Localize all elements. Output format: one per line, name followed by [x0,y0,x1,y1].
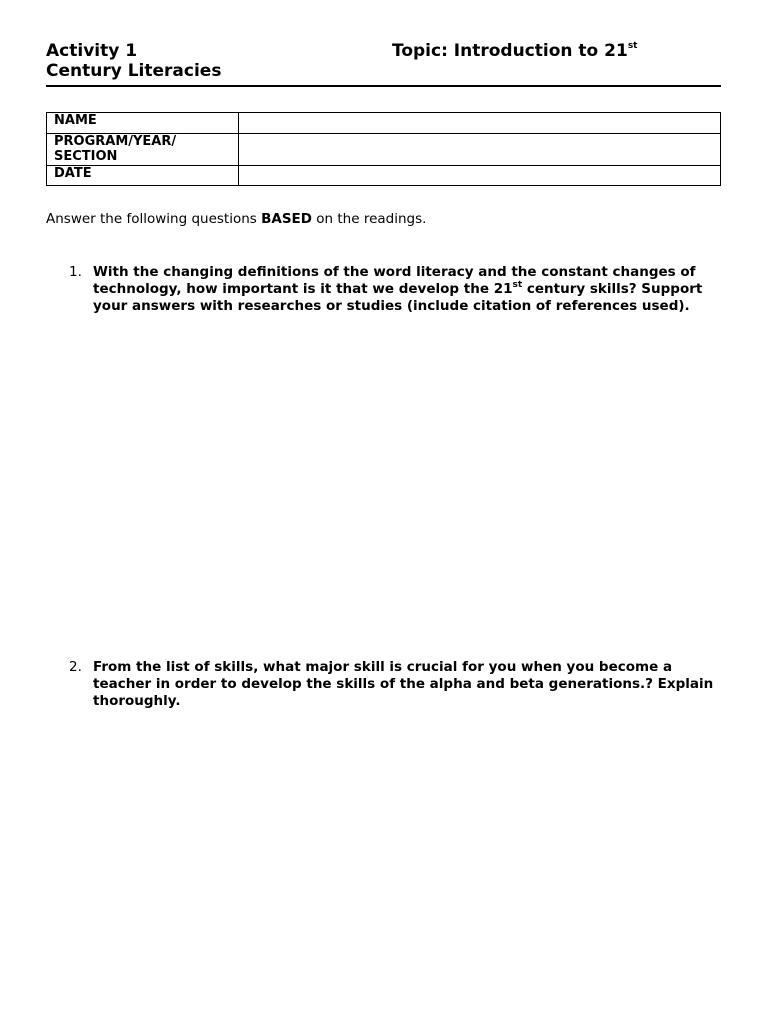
student-info-table [46,112,721,186]
topic-title [392,41,637,61]
instruction-before: Answer the following questions [46,211,262,227]
question-2 [69,659,721,710]
program-field[interactable] [239,134,721,166]
question-1-superscript: st [512,279,523,290]
program-row [47,134,721,166]
topic-prefix: Topic: Introduction to 21 [392,41,628,61]
question-2-number: 2. [69,659,82,675]
question-1 [69,264,721,315]
date-field[interactable] [239,166,721,186]
question-1-text-b: century skills? Support your answers with researches or studies (include citation of references used). [93,281,703,314]
document-header [46,41,721,87]
question-2-text: From the list of skills, what major skill is crucial for you when you become a teacher in order to develop the skills of the alpha and beta generations.? Explain thoroughly. [93,659,714,709]
name-row [47,113,721,134]
date-label: DATE [47,166,239,186]
program-label [47,134,239,166]
instruction-emphasis: BASED [261,211,312,227]
date-row [47,166,721,186]
topic-superscript: st [627,41,638,52]
question-1-number: 1. [69,264,82,280]
name-field[interactable] [239,113,721,134]
question-1-text-a: With the changing definitions of the word literacy and the constant changes of technology, how important is it that we develop the 21 [93,264,696,297]
program-label-line2: SECTION [54,149,118,164]
name-label: NAME [47,113,239,134]
question-1-text [93,264,721,315]
topic-continuation: Century Literacies [46,61,222,81]
activity-title: Activity 1 [46,41,138,61]
instruction-text [46,211,426,228]
program-label-line1: PROGRAM/YEAR/ [54,134,177,149]
instruction-after: on the readings. [311,211,427,227]
